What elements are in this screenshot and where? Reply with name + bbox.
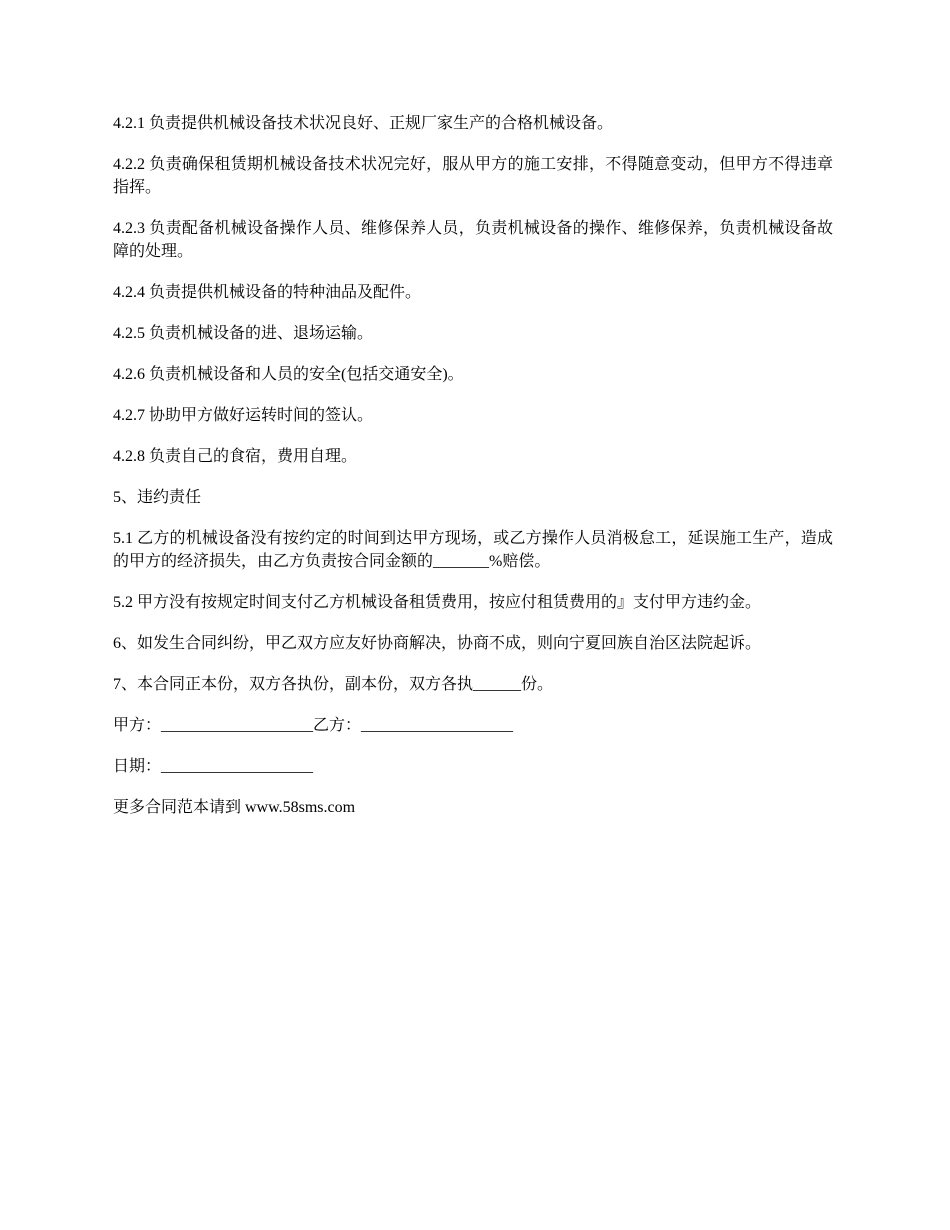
clause-4-2-5: 4.2.5 负责机械设备的进、退场运输。 <box>113 325 374 342</box>
clause-4-2-3: 4.2.3 负责配备机械设备操作人员、维修保养人员，负责机械设备的操作、维修保养，负责机械设备故障的处理。 <box>113 220 833 260</box>
clause-4-2-7: 4.2.7 协助甲方做好运转时间的签认。 <box>113 407 374 424</box>
document-body <box>113 112 833 837</box>
clause-7-copies: 7、本合同正本份，双方各执份，副本份，双方各执______份。 <box>113 676 554 693</box>
clause-4-2-8: 4.2.8 负责自己的食宿，费用自理。 <box>113 448 358 465</box>
clause-5-1: 5.1 乙方的机械设备没有按约定的时间到达甲方现场，或乙方操作人员消极怠工，延误施工生产，造成的甲方的经济损失，由乙方负责按合同金额的_______%赔偿。 <box>113 530 833 570</box>
clause-4-2-4: 4.2.4 负责提供机械设备的特种油品及配件。 <box>113 284 422 301</box>
clause-4-2-6: 4.2.6 负责机械设备和人员的安全(包括交通安全)。 <box>113 366 464 383</box>
party-signature-line: 甲方：___________________乙方：___________________ <box>113 717 514 734</box>
clause-5-2: 5.2 甲方没有按规定时间支付乙方机械设备租赁费用，按应付租赁费用的』支付甲方违约金。 <box>113 594 762 611</box>
footer-website-note: 更多合同范本请到 www.58sms.com <box>113 799 356 816</box>
section-heading-liability: 5、违约责任 <box>113 489 202 506</box>
date-signature-line: 日期：___________________ <box>113 758 314 775</box>
clause-4-2-1: 4.2.1 负责提供机械设备技术状况良好、正规厂家生产的合格机械设备。 <box>113 115 614 132</box>
clause-6-dispute: 6、如发生合同纠纷，甲乙双方应友好协商解决，协商不成，则向宁夏回族自治区法院起诉。 <box>113 635 762 652</box>
clause-4-2-2: 4.2.2 负责确保租赁期机械设备技术状况完好，服从甲方的施工安排，不得随意变动，但甲方不得违章指挥。 <box>113 156 833 196</box>
